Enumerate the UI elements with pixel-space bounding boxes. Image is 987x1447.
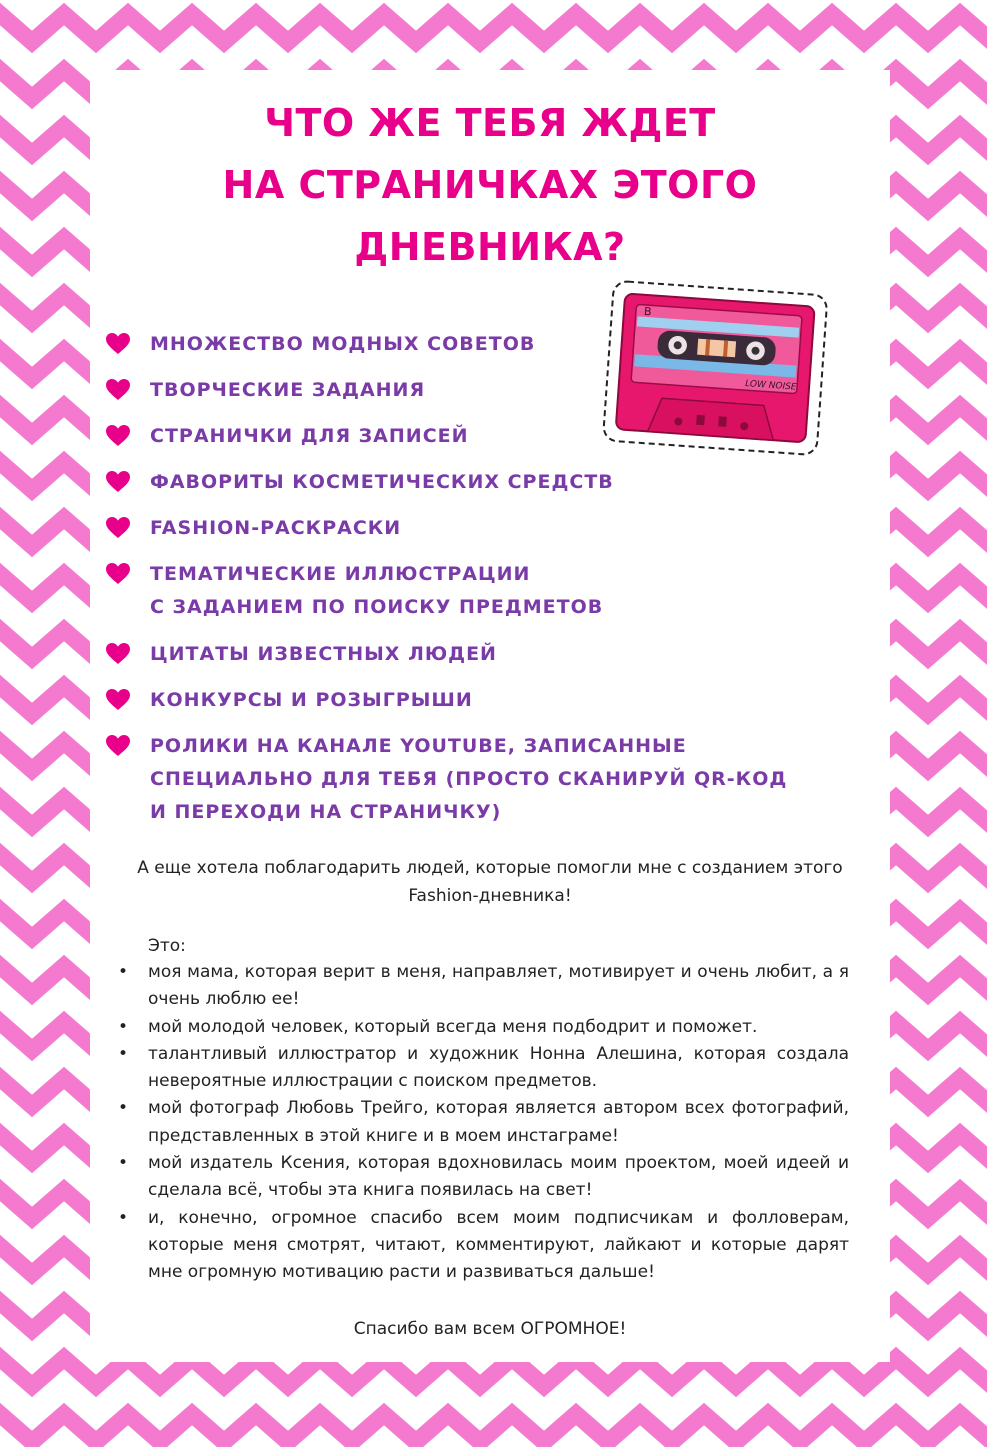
list-item: [106, 512, 806, 552]
feature-text: КОНКУРСЫ И РОЗЫГРЫШИ: [150, 689, 473, 711]
list-item: [114, 1095, 849, 1150]
thanks-item-text: и, конечно, огромное спасибо всем моим подписчикам и фолловерам, которые меня смотрят, читают, комментируют, лайкают и которые дарят мне огромную мотивацию расти и развиваться дальше!: [148, 1207, 849, 1283]
feature-text: СПЕЦИАЛЬНО ДЛЯ ТЕБЯ (ПРОСТО СКАНИРУЙ QR-КОД: [150, 768, 788, 790]
title-line: ДНЕВНИКА?: [354, 225, 626, 269]
thanks-item-text: мой издатель Ксения, которая вдохновилась моим проектом, моей идеей и сделала всё, чтобы эта книга появилась на свет!: [148, 1153, 849, 1201]
feature-text: ТЕМАТИЧЕСКИЕ ИЛЛЮСТРАЦИИ: [150, 563, 531, 585]
list-item: [106, 638, 806, 678]
bullet-icon: •: [118, 1043, 129, 1064]
thanks-item-text: талантливый иллюстратор и художник Нонна Алешина, которая создала невероятные иллюстрации с поиском предметов.: [148, 1043, 849, 1092]
feature-text: ЦИТАТЫ ИЗВЕСТНЫХ ЛЮДЕЙ: [150, 643, 497, 665]
list-item: [106, 558, 806, 628]
list-item: [114, 959, 849, 1014]
feature-text: И ПЕРЕХОДИ НА СТРАНИЧКУ): [150, 801, 502, 823]
content-panel: [90, 70, 890, 1362]
heart-icon: [106, 563, 130, 585]
thanks-eto-label: Это:: [148, 936, 186, 956]
title-line: ЧТО ЖЕ ТЕБЯ ЖДЕТ: [264, 101, 716, 145]
thanks-intro-line: Fashion-дневника!: [408, 886, 572, 906]
feature-text: FASHION-РАСКРАСКИ: [150, 517, 402, 539]
heart-icon: [106, 333, 130, 355]
bullet-icon: •: [118, 1153, 129, 1174]
list-item: [114, 1205, 849, 1287]
bullet-icon: •: [118, 962, 129, 982]
heart-icon: [106, 689, 130, 711]
bullet-icon: •: [118, 1207, 129, 1228]
feature-text: ТВОРЧЕСКИЕ ЗАДАНИЯ: [150, 379, 426, 401]
feature-text: РОЛИКИ НА КАНАЛЕ YOUTUBE, ЗАПИСАННЫЕ: [150, 735, 687, 757]
list-item: [114, 1041, 849, 1096]
heart-icon: [106, 643, 130, 665]
heart-icon: [106, 425, 130, 447]
cassette-side-label: B: [643, 304, 652, 319]
heart-icon: [106, 735, 130, 757]
cassette-brand: LOW NOISE: [744, 379, 797, 393]
list-item: [114, 1150, 849, 1205]
title-line: НА СТРАНИЧКАХ ЭТОГО: [222, 163, 758, 207]
thanks-intro-line: А еще хотела поблагодарить людей, которые помогли мне с созданием этого: [137, 858, 843, 878]
list-item: [106, 684, 806, 724]
heart-icon: [106, 379, 130, 401]
feature-text: С ЗАДАНИЕМ ПО ПОИСКУ ПРЕДМЕТОВ: [150, 596, 604, 618]
closing-text: Спасибо вам всем ОГРОМНОЕ!: [353, 1319, 627, 1339]
thanks-list: [114, 959, 849, 1287]
list-item: [114, 1014, 849, 1041]
thanks-intro: [90, 854, 890, 910]
heart-icon: [106, 471, 130, 493]
thanks-item-text: моя мама, которая верит в меня, направляет, мотивирует и очень любит, а я очень люблю ее!: [148, 962, 849, 1010]
heart-icon: [106, 517, 130, 539]
list-item: [106, 374, 806, 414]
feature-text: СТРАНИЧКИ ДЛЯ ЗАПИСЕЙ: [150, 425, 469, 447]
list-item: [106, 420, 806, 460]
bullet-icon: •: [118, 1098, 129, 1119]
list-item: [106, 466, 806, 506]
list-item: [106, 328, 806, 368]
thanks-item-text: мой фотограф Любовь Трейго, которая является автором всех фотографий, представленных в этой книге и в моем инстаграме!: [148, 1098, 849, 1146]
page-title: [90, 92, 890, 278]
thanks-item-text: мой молодой человек, который всегда меня подбодрит и поможет.: [148, 1016, 758, 1037]
bullet-icon: •: [118, 1016, 129, 1037]
feature-text: ФАВОРИТЫ КОСМЕТИЧЕСКИХ СРЕДСТВ: [150, 471, 614, 493]
feature-text: МНОЖЕСТВО МОДНЫХ СОВЕТОВ: [150, 333, 536, 355]
list-item: [106, 730, 806, 830]
